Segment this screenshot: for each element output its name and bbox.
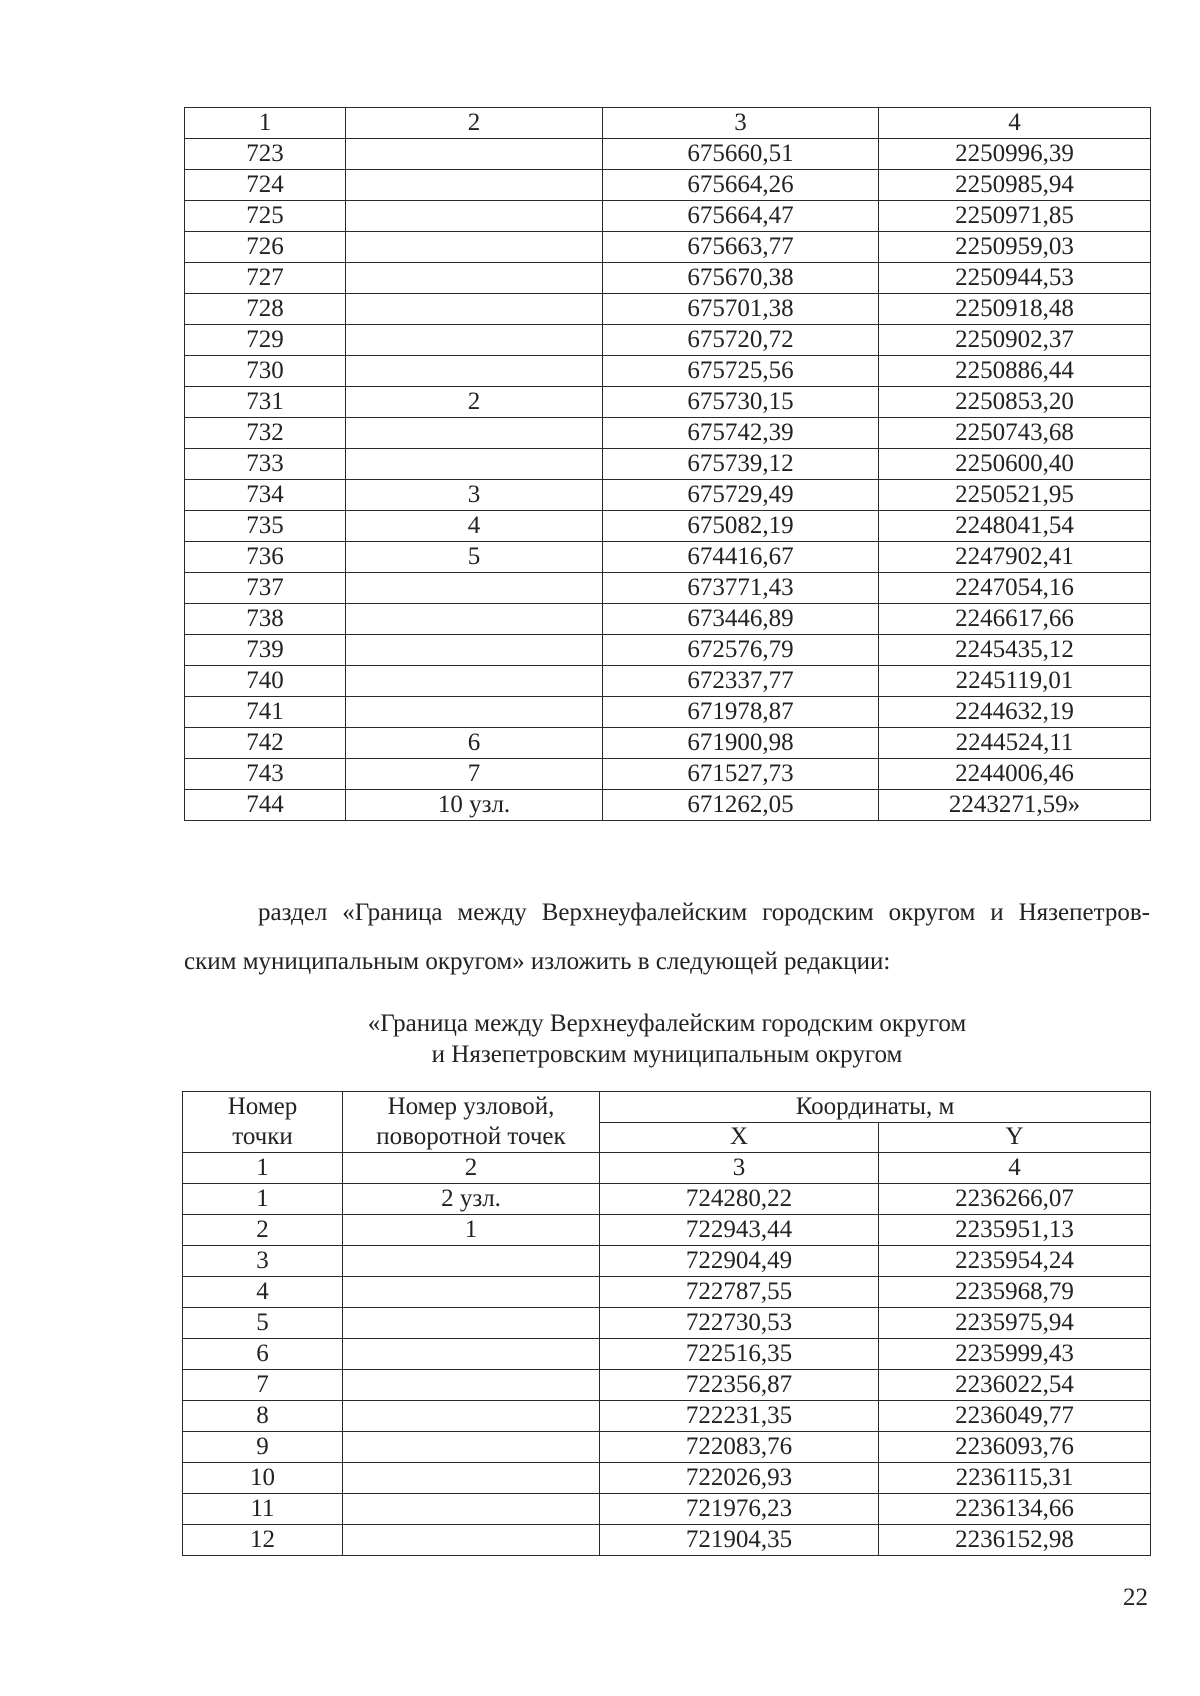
x-coordinate-cell: 675082,19 bbox=[603, 511, 879, 542]
x-coordinate-cell: 722516,35 bbox=[600, 1339, 879, 1370]
y-coordinate-cell: 2235954,24 bbox=[879, 1246, 1151, 1277]
table-row bbox=[185, 790, 1151, 821]
point-number-cell: 733 bbox=[185, 449, 346, 480]
y-coordinate-cell: 2250996,39 bbox=[879, 139, 1151, 170]
boundary-coordinates-table bbox=[182, 1091, 1151, 1556]
x-coordinate-cell: 722083,76 bbox=[600, 1432, 879, 1463]
y-coordinate-cell: 2236115,31 bbox=[879, 1463, 1151, 1494]
node-number-cell: 1 bbox=[343, 1215, 600, 1246]
node-number-cell bbox=[343, 1463, 600, 1494]
table-row bbox=[185, 139, 1151, 170]
amendment-paragraph bbox=[184, 888, 1150, 986]
point-number-cell: 738 bbox=[185, 604, 346, 635]
paragraph-line-1: раздел «Граница между Верхнеуфалейским городским округом и Нязепетров- bbox=[258, 899, 1150, 926]
point-number-cell: 7 bbox=[183, 1370, 343, 1401]
node-number-cell bbox=[343, 1277, 600, 1308]
node-number-cell bbox=[346, 201, 603, 232]
point-number-cell: 9 bbox=[183, 1432, 343, 1463]
point-number-cell: 4 bbox=[183, 1277, 343, 1308]
table-row bbox=[185, 387, 1151, 418]
x-coordinate-cell: 722904,49 bbox=[600, 1246, 879, 1277]
node-number-cell bbox=[346, 635, 603, 666]
table-row bbox=[185, 356, 1151, 387]
node-number-cell: 6 bbox=[346, 728, 603, 759]
node-number-cell bbox=[346, 449, 603, 480]
column-number-4: 4 bbox=[879, 1153, 1151, 1184]
point-number-cell: 728 bbox=[185, 294, 346, 325]
y-coordinate-cell: 2250902,37 bbox=[879, 325, 1151, 356]
table-row bbox=[183, 1215, 1151, 1246]
y-coordinate-cell: 2244632,19 bbox=[879, 697, 1151, 728]
table-row bbox=[183, 1308, 1151, 1339]
y-coordinate-cell: 2235999,43 bbox=[879, 1339, 1151, 1370]
node-number-cell bbox=[343, 1308, 600, 1339]
y-coordinate-cell: 2235968,79 bbox=[879, 1277, 1151, 1308]
coordinates-header: Координаты, м bbox=[600, 1092, 1151, 1123]
y-coordinate-cell: 2236049,77 bbox=[879, 1401, 1151, 1432]
point-number-cell: 729 bbox=[185, 325, 346, 356]
table-row bbox=[183, 1370, 1151, 1401]
y-coordinate-cell: 2236266,07 bbox=[879, 1184, 1151, 1215]
node-number-cell: 10 узл. bbox=[346, 790, 603, 821]
node-number-cell bbox=[346, 356, 603, 387]
point-number-cell: 6 bbox=[183, 1339, 343, 1370]
x-coordinate-cell: 721976,23 bbox=[600, 1494, 879, 1525]
x-coordinate-cell: 675739,12 bbox=[603, 449, 879, 480]
node-number-cell: 4 bbox=[346, 511, 603, 542]
node-number-header bbox=[343, 1092, 600, 1153]
y-coordinate-cell: 2236134,66 bbox=[879, 1494, 1151, 1525]
table-row bbox=[185, 511, 1151, 542]
y-coordinate-cell: 2250985,94 bbox=[879, 170, 1151, 201]
point-number-header-line-2: точки bbox=[232, 1123, 293, 1150]
y-coordinate-cell: 2236093,76 bbox=[879, 1432, 1151, 1463]
x-coordinate-cell: 722356,87 bbox=[600, 1370, 879, 1401]
node-number-cell bbox=[346, 263, 603, 294]
point-number-cell: 734 bbox=[185, 480, 346, 511]
page-number: 22 bbox=[1123, 1584, 1148, 1611]
table-row bbox=[185, 480, 1151, 511]
x-coordinate-cell: 671262,05 bbox=[603, 790, 879, 821]
column-numbers-row bbox=[183, 1153, 1151, 1184]
x-coordinate-cell: 673771,43 bbox=[603, 573, 879, 604]
x-coordinate-cell: 675663,77 bbox=[603, 232, 879, 263]
y-coordinate-cell: 2250918,48 bbox=[879, 294, 1151, 325]
point-number-cell: 731 bbox=[185, 387, 346, 418]
point-number-header bbox=[183, 1092, 343, 1153]
table-row bbox=[185, 697, 1151, 728]
y-coordinate-cell: 2244006,46 bbox=[879, 759, 1151, 790]
x-coordinate-cell: 722231,35 bbox=[600, 1401, 879, 1432]
y-coordinate-cell: 2247902,41 bbox=[879, 542, 1151, 573]
x-coordinate-cell: 671900,98 bbox=[603, 728, 879, 759]
node-number-header-line-1: Номер узловой, bbox=[387, 1093, 555, 1120]
node-number-cell bbox=[346, 573, 603, 604]
x-coordinate-cell: 673446,89 bbox=[603, 604, 879, 635]
table-row bbox=[185, 573, 1151, 604]
table-row bbox=[185, 170, 1151, 201]
x-coordinate-cell: 672576,79 bbox=[603, 635, 879, 666]
point-number-cell: 737 bbox=[185, 573, 346, 604]
table-row bbox=[183, 1525, 1151, 1556]
column-number-2: 2 bbox=[346, 108, 603, 139]
node-number-cell: 3 bbox=[346, 480, 603, 511]
node-number-cell: 5 bbox=[346, 542, 603, 573]
node-number-cell: 7 bbox=[346, 759, 603, 790]
x-coordinate-cell: 675730,15 bbox=[603, 387, 879, 418]
node-number-cell bbox=[346, 604, 603, 635]
point-number-cell: 724 bbox=[185, 170, 346, 201]
table-row bbox=[185, 325, 1151, 356]
x-coordinate-cell: 672337,77 bbox=[603, 666, 879, 697]
node-number-cell bbox=[343, 1401, 600, 1432]
table-row bbox=[185, 759, 1151, 790]
table-row bbox=[183, 1494, 1151, 1525]
point-number-cell: 725 bbox=[185, 201, 346, 232]
table-row bbox=[185, 201, 1151, 232]
column-number-1: 1 bbox=[185, 108, 346, 139]
x-coordinate-cell: 671527,73 bbox=[603, 759, 879, 790]
y-coordinate-cell: 2235951,13 bbox=[879, 1215, 1151, 1246]
y-coordinate-cell: 2236022,54 bbox=[879, 1370, 1151, 1401]
node-number-cell bbox=[346, 325, 603, 356]
point-number-cell: 12 bbox=[183, 1525, 343, 1556]
y-coordinate-cell: 2250521,95 bbox=[879, 480, 1151, 511]
x-coordinate-cell: 674416,67 bbox=[603, 542, 879, 573]
x-coordinate-cell: 722943,44 bbox=[600, 1215, 879, 1246]
table-row bbox=[185, 294, 1151, 325]
table-header-row bbox=[183, 1092, 1151, 1123]
table-row bbox=[183, 1432, 1151, 1463]
table-row bbox=[183, 1463, 1151, 1494]
x-coordinate-cell: 675701,38 bbox=[603, 294, 879, 325]
y-coordinate-cell: 2244524,11 bbox=[879, 728, 1151, 759]
node-number-cell bbox=[346, 170, 603, 201]
point-number-header-line-1: Номер bbox=[227, 1093, 298, 1120]
x-coordinate-cell: 675670,38 bbox=[603, 263, 879, 294]
x-coordinate-cell: 721904,35 bbox=[600, 1525, 879, 1556]
y-header: Y bbox=[879, 1122, 1151, 1153]
coordinates-table-body bbox=[185, 108, 1151, 821]
point-number-cell: 743 bbox=[185, 759, 346, 790]
x-coordinate-cell: 724280,22 bbox=[600, 1184, 879, 1215]
point-number-cell: 5 bbox=[183, 1308, 343, 1339]
table-row bbox=[185, 542, 1151, 573]
x-coordinate-cell: 722026,93 bbox=[600, 1463, 879, 1494]
y-coordinate-cell: 2243271,59» bbox=[879, 790, 1151, 821]
table-row bbox=[183, 1184, 1151, 1215]
point-number-cell: 744 bbox=[185, 790, 346, 821]
column-number-3: 3 bbox=[603, 108, 879, 139]
point-number-cell: 732 bbox=[185, 418, 346, 449]
node-number-cell bbox=[343, 1432, 600, 1463]
boundary-table-body bbox=[183, 1092, 1151, 1556]
point-number-cell: 739 bbox=[185, 635, 346, 666]
column-number-2: 2 bbox=[343, 1153, 600, 1184]
node-number-cell: 2 bbox=[346, 387, 603, 418]
table-row bbox=[183, 1339, 1151, 1370]
node-number-cell bbox=[346, 697, 603, 728]
section-title-line-2: и Нязепетровским муниципальным округом bbox=[431, 1041, 903, 1068]
y-coordinate-cell: 2250600,40 bbox=[879, 449, 1151, 480]
point-number-cell: 11 bbox=[183, 1494, 343, 1525]
point-number-cell: 1 bbox=[183, 1184, 343, 1215]
table-row bbox=[185, 263, 1151, 294]
node-number-cell bbox=[343, 1246, 600, 1277]
point-number-cell: 742 bbox=[185, 728, 346, 759]
section-title bbox=[184, 1008, 1150, 1070]
node-number-cell bbox=[343, 1370, 600, 1401]
y-coordinate-cell: 2248041,54 bbox=[879, 511, 1151, 542]
section-title-line-1: «Граница между Верхнеуфалейским городским округом bbox=[367, 1010, 967, 1037]
point-number-cell: 726 bbox=[185, 232, 346, 263]
x-coordinate-cell: 675664,26 bbox=[603, 170, 879, 201]
table-row bbox=[185, 728, 1151, 759]
paragraph-line-2: ским муниципальным округом» изложить в следующей редакции: bbox=[184, 948, 891, 975]
x-coordinate-cell: 675720,72 bbox=[603, 325, 879, 356]
x-coordinate-cell: 675660,51 bbox=[603, 139, 879, 170]
x-coordinate-cell: 722787,55 bbox=[600, 1277, 879, 1308]
node-number-cell bbox=[346, 418, 603, 449]
table-row bbox=[185, 604, 1151, 635]
table-row bbox=[185, 666, 1151, 697]
point-number-cell: 727 bbox=[185, 263, 346, 294]
x-coordinate-cell: 675725,56 bbox=[603, 356, 879, 387]
table-header-row bbox=[185, 108, 1151, 139]
y-coordinate-cell: 2250743,68 bbox=[879, 418, 1151, 449]
x-coordinate-cell: 671978,87 bbox=[603, 697, 879, 728]
y-coordinate-cell: 2246617,66 bbox=[879, 604, 1151, 635]
point-number-cell: 723 bbox=[185, 139, 346, 170]
coordinates-table-continued bbox=[184, 107, 1151, 821]
table-row bbox=[185, 232, 1151, 263]
column-number-1: 1 bbox=[183, 1153, 343, 1184]
y-coordinate-cell: 2250971,85 bbox=[879, 201, 1151, 232]
x-coordinate-cell: 675729,49 bbox=[603, 480, 879, 511]
x-coordinate-cell: 675742,39 bbox=[603, 418, 879, 449]
y-coordinate-cell: 2250959,03 bbox=[879, 232, 1151, 263]
point-number-cell: 741 bbox=[185, 697, 346, 728]
table-row bbox=[183, 1277, 1151, 1308]
point-number-cell: 10 bbox=[183, 1463, 343, 1494]
table-row bbox=[183, 1246, 1151, 1277]
node-number-cell bbox=[343, 1339, 600, 1370]
node-number-cell bbox=[346, 139, 603, 170]
y-coordinate-cell: 2250886,44 bbox=[879, 356, 1151, 387]
point-number-cell: 740 bbox=[185, 666, 346, 697]
point-number-cell: 730 bbox=[185, 356, 346, 387]
node-number-cell bbox=[343, 1494, 600, 1525]
point-number-cell: 735 bbox=[185, 511, 346, 542]
x-coordinate-cell: 675664,47 bbox=[603, 201, 879, 232]
node-number-cell bbox=[343, 1525, 600, 1556]
column-number-3: 3 bbox=[600, 1153, 879, 1184]
point-number-cell: 736 bbox=[185, 542, 346, 573]
table-row bbox=[185, 449, 1151, 480]
x-coordinate-cell: 722730,53 bbox=[600, 1308, 879, 1339]
node-number-cell bbox=[346, 294, 603, 325]
point-number-cell: 3 bbox=[183, 1246, 343, 1277]
node-number-cell bbox=[346, 232, 603, 263]
point-number-cell: 8 bbox=[183, 1401, 343, 1432]
y-coordinate-cell: 2247054,16 bbox=[879, 573, 1151, 604]
y-coordinate-cell: 2250853,20 bbox=[879, 387, 1151, 418]
column-number-4: 4 bbox=[879, 108, 1151, 139]
x-header: X bbox=[600, 1122, 879, 1153]
point-number-cell: 2 bbox=[183, 1215, 343, 1246]
node-number-cell: 2 узл. bbox=[343, 1184, 600, 1215]
y-coordinate-cell: 2250944,53 bbox=[879, 263, 1151, 294]
y-coordinate-cell: 2245119,01 bbox=[879, 666, 1151, 697]
table-row bbox=[183, 1401, 1151, 1432]
table-row bbox=[185, 418, 1151, 449]
y-coordinate-cell: 2235975,94 bbox=[879, 1308, 1151, 1339]
node-number-header-line-2: поворотной точек bbox=[376, 1123, 566, 1150]
y-coordinate-cell: 2245435,12 bbox=[879, 635, 1151, 666]
table-row bbox=[185, 635, 1151, 666]
node-number-cell bbox=[346, 666, 603, 697]
y-coordinate-cell: 2236152,98 bbox=[879, 1525, 1151, 1556]
